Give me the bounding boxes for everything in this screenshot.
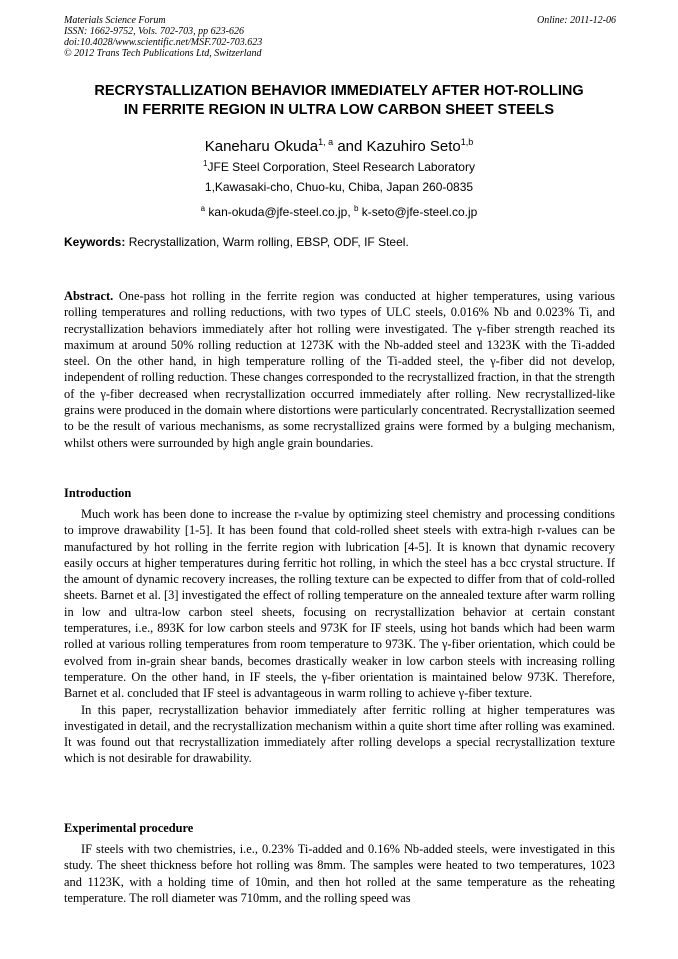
affiliation-number: 1 xyxy=(203,159,208,168)
experimental-paragraph-1: IF steels with two chemistries, i.e., 0.23% Ti-added and 0.16% Nb-added steels, were investigated in this study. The sheet thickness before hot rolling was 8mm. The samples were heated to two temperatures, 1023 and 1123K, with a holding time of 10min, and then hot rolled at the same temperature as the reheating temperature. The roll diameter was 710mm, and the rolling speed was xyxy=(64,842,615,905)
paper-title xyxy=(60,82,618,120)
online-date: Online: 2011-12-06 xyxy=(537,15,616,26)
issn-info: ISSN: 1662-9752, Vols. 702-703, pp 623-626 xyxy=(64,26,244,37)
keywords-text: Recrystallization, Warm rolling, EBSP, ODF, IF Steel. xyxy=(125,235,409,249)
author-1-affiliation: 1, a xyxy=(318,137,334,147)
abstract xyxy=(64,288,615,451)
title-line-2: IN FERRITE REGION IN ULTRA LOW CARBON SHEET STEELS xyxy=(123,102,555,118)
email-b-marker: b xyxy=(354,204,359,213)
abstract-label: Abstract. xyxy=(64,289,114,303)
introduction-paragraph-1: Much work has been done to increase the r-value by optimizing steel chemistry and processing conditions to improve drawability [1-5]. It has been found that cold-rolled sheet steels with extra-high r-values can be manufactured by hot rolling in the ferrite region with lubrication [4-5]. It is known that dynamic recovery easily occurs at higher temperatures during ferritic hot rolling, in which the steel has a bcc crystal structure. If the amount of dynamic recovery increases, the rolling texture can be expected to differ from that of cold-rolled sheets. Barnet et al. [3] investigated the effect of rolling temperature on the annealed texture after warm rolling in low and ultra-low carbon steel sheets, focusing on recrystallization behavior at certain constant temperatures, i.e., 893K for low carbon steels and 973K for IF steels, using hot bands which had been warm rolled at various rolling temperatures from room temperature to 973K. The γ-fiber orientation, which could be evolved from in-grain shear bands, becomes drastically weaker in low carbon steels with increasing rolling temperature. On the other hand, in IF steels, the γ-fiber orientation is maintained below 973K. Therefore, Barnet et al. concluded that IF steel is advantageous in warm rolling to achieve γ-fiber texture. xyxy=(64,507,615,701)
copyright-notice: © 2012 Trans Tech Publications Ltd, Switzerland xyxy=(64,48,262,59)
experimental-body xyxy=(64,841,615,906)
affiliation-address: 1,Kawasaki-cho, Chuo-ku, Chiba, Japan 260-0835 xyxy=(204,180,474,194)
title-line-1: RECRYSTALLIZATION BEHAVIOR IMMEDIATELY AFTER HOT-ROLLING xyxy=(94,83,584,99)
affiliation-org-text: JFE Steel Corporation, Steel Research Laboratory xyxy=(207,160,475,174)
author-1: Kaneharu Okuda xyxy=(204,138,319,155)
email-b[interactable]: k-seto@jfe-steel.co.jp xyxy=(358,205,478,219)
introduction-paragraph-2: In this paper, recrystallization behavior immediately after ferritic rolling at higher temperatures was investigated in detail, and the recrystallization mechanism within a quite short time after rolling was examined. It was found out that recrystallization immediately after rolling develops a special recrystallization texture which is not desirable for drawability. xyxy=(64,702,615,766)
doi-link[interactable]: doi:10.4028/www.scientific.net/MSF.702-703.623 xyxy=(64,37,263,48)
email-a[interactable]: kan-okuda@jfe-steel.co.jp, xyxy=(205,205,354,219)
email-a-marker: a xyxy=(200,204,206,213)
journal-name: Materials Science Forum xyxy=(64,15,166,26)
introduction-body xyxy=(64,506,615,767)
author-2-affiliation: 1,b xyxy=(460,137,474,147)
keywords-label: Keywords: xyxy=(64,235,126,249)
publication-header xyxy=(64,15,616,59)
keywords xyxy=(64,235,616,249)
experimental-heading: Experimental procedure xyxy=(64,821,194,835)
author-list xyxy=(60,133,618,156)
affiliation-org xyxy=(60,157,618,174)
affiliation-emails xyxy=(60,202,618,219)
introduction-heading: Introduction xyxy=(64,486,132,500)
abstract-text: One-pass hot rolling in the ferrite region was conducted at higher temperatures, using various rolling temperatures and rolling reductions, with two types of ULC steels, 0.016% Nb and 0.023% Ti, and recrystallization behaviors immediately after hot rolling were investigated. The γ-fiber strength reached its maximum at around 50% rolling reduction at 1273K with the Nb-added steel and 1323K with the Ti-added steel. On the other hand, in high temperature rolling of the Ti-added steel, the γ-fiber did not develop, independent of rolling reduction. These changes corresponded to the recrystallized fraction, in that the strength of the γ-fiber decreased when recrystallization occurred immediately after rolling. New recrystallized-like grains were produced in the domain where distortions were particularly concentrated. Recrystallization seemed to be the result of various mechanisms, as some recrystallized grains were formed by a bulging mechanism, whilst others were surrounded by high angle grain boundaries. xyxy=(64,289,615,450)
author-conjunction: and xyxy=(333,138,367,155)
author-2: Kazuhiro Seto xyxy=(366,138,461,155)
